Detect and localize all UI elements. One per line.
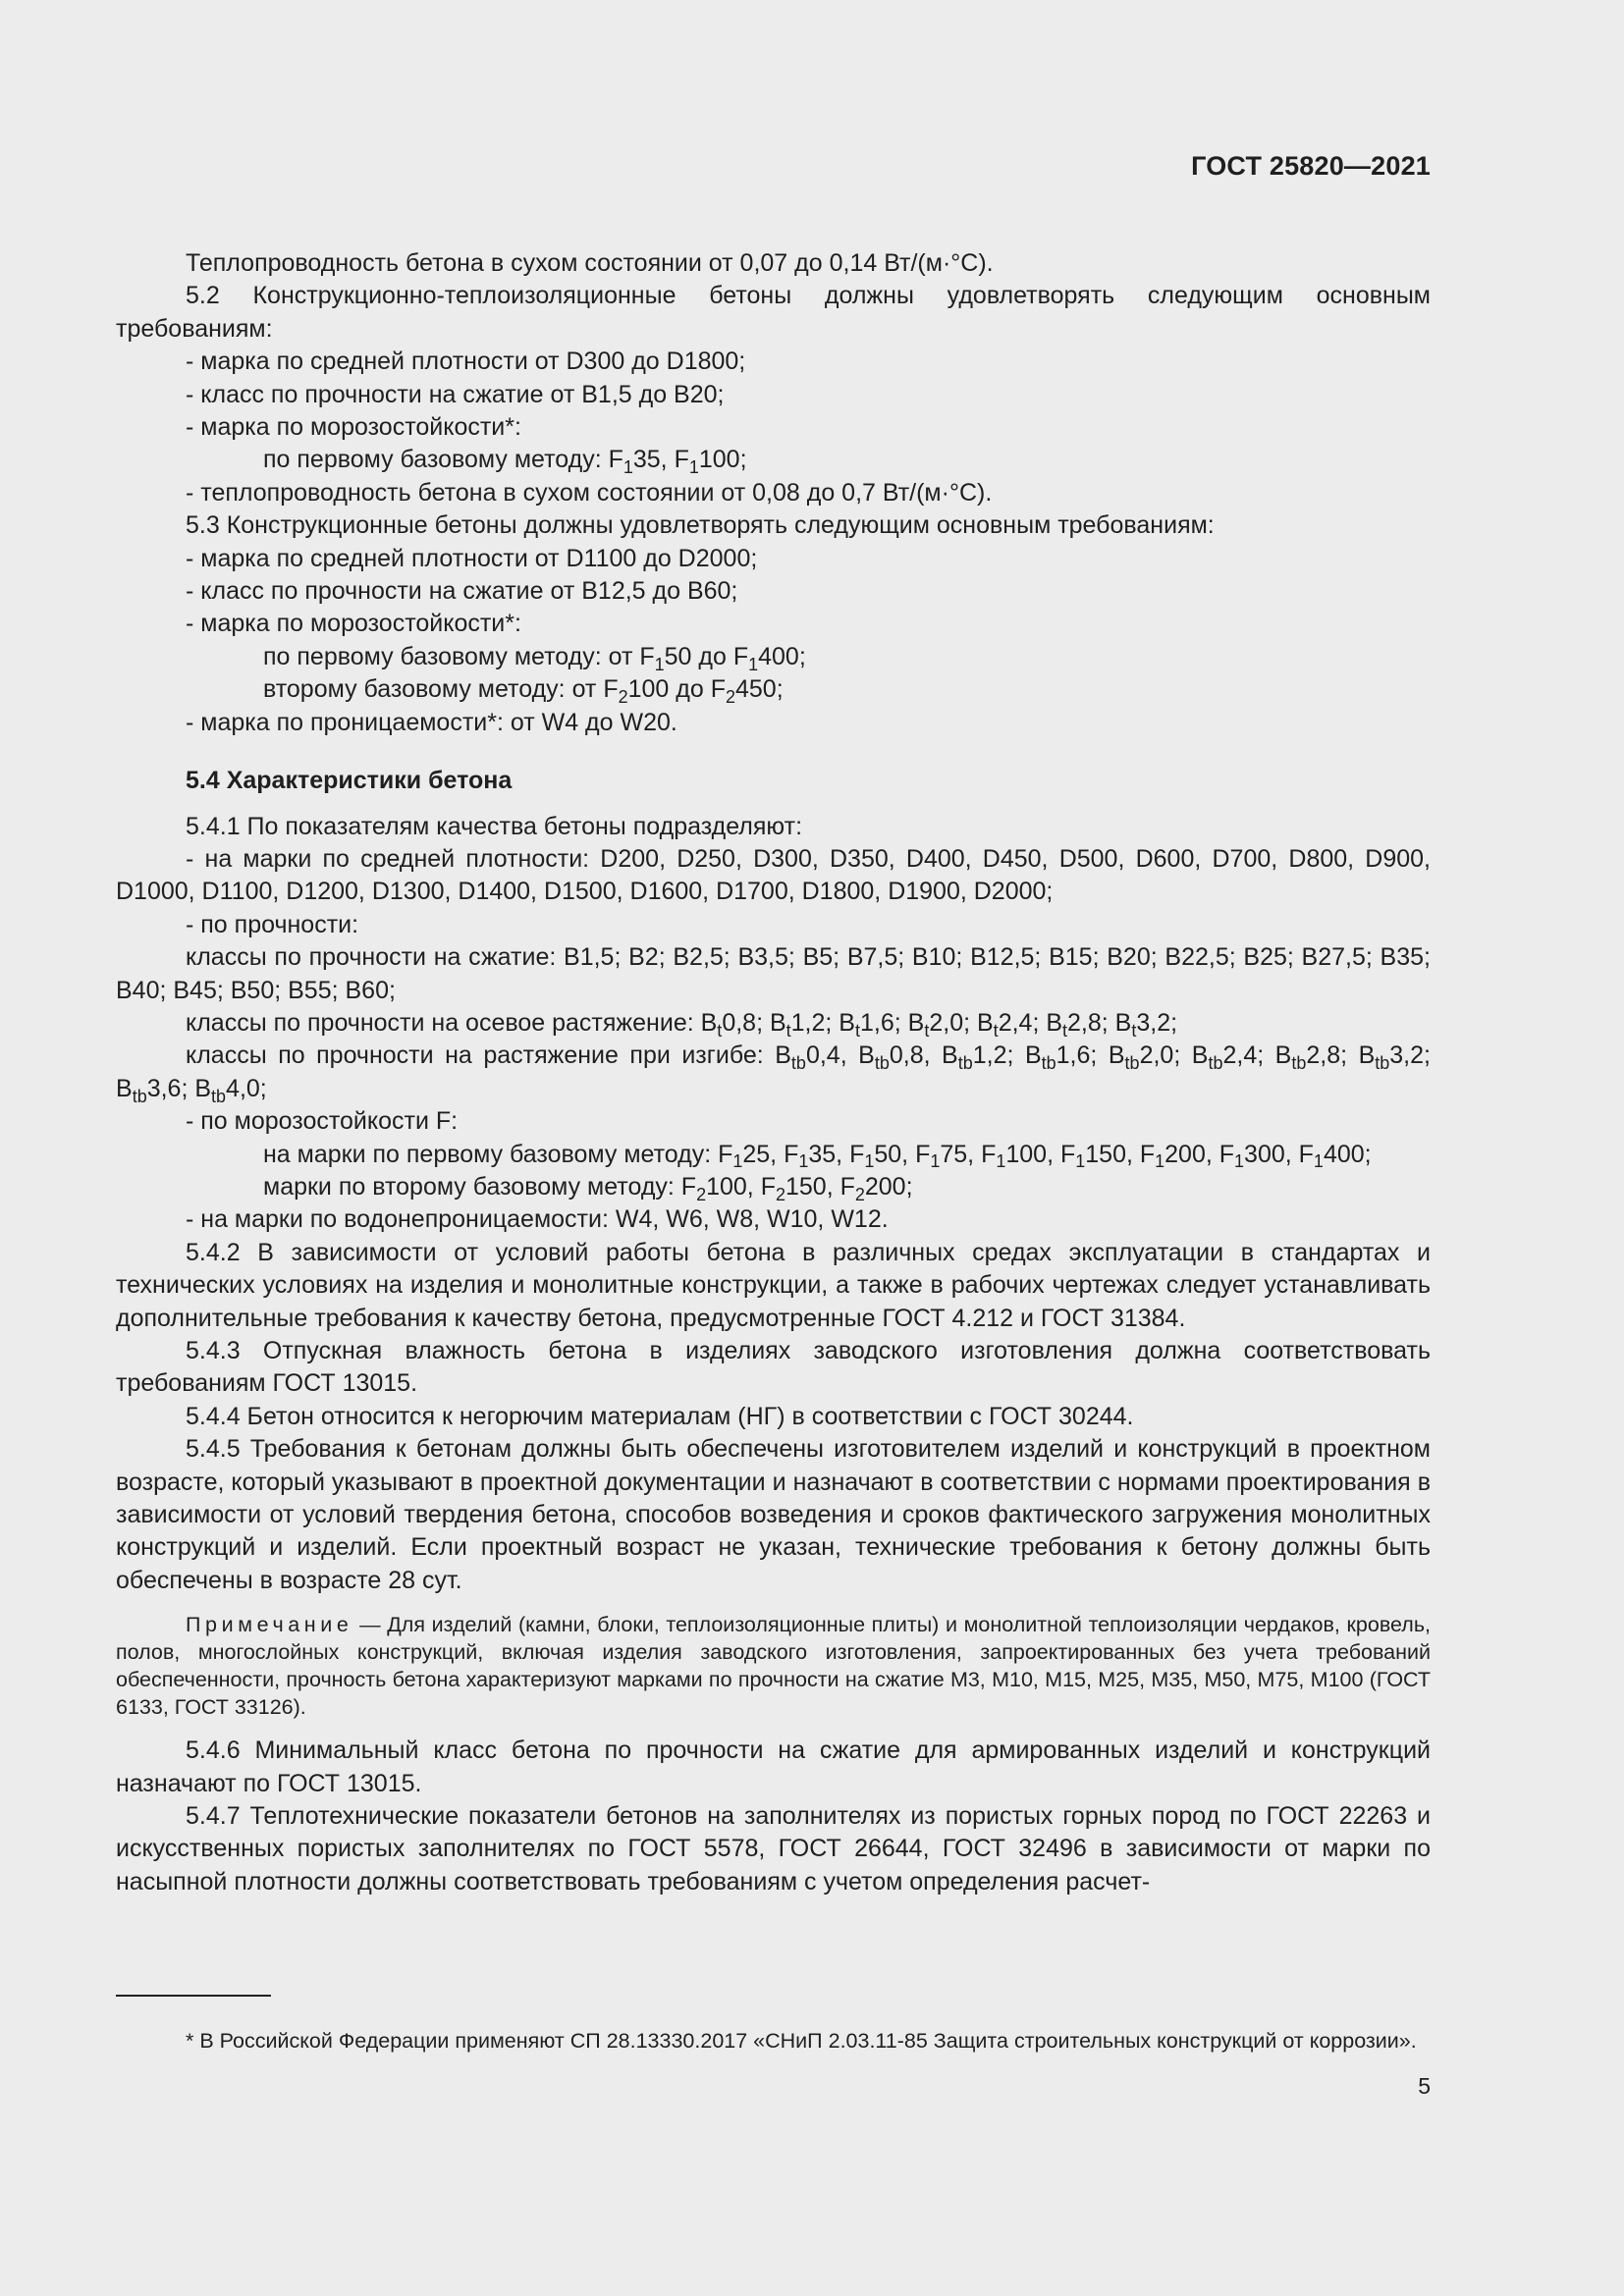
- list-item: - марка по средней плотности от D1100 до D2000;: [186, 544, 758, 572]
- list-item-density-grades: - на марки по средней плотности: D200, D250, D300, D350, D400, D450, D500, D600, D700, D800, D900, D1000, D1100, D1200, D1300, D1400, D1500, D1600, D1700, D1800, D1900, D2000;: [116, 844, 1431, 906]
- page-number: 5: [1418, 2073, 1431, 2099]
- subscript-index: 1: [798, 1151, 809, 1172]
- sub-list-item: по первому базовому методу: $F_135$, $F_1100$;: [263, 446, 747, 478]
- subscript-index: tb: [211, 1086, 227, 1106]
- clause-5-4-2: 5.4.2 В зависимости от условий работы бетона в различных средах эксплуатации в стандартах и технических условиях на изделия и монолитные конструкции, а также в рабочих чертежах следует устанавливать дополнительные требования к качеству бетона, предусмотренные ГОСТ 4.212 и ГОСТ 31384.: [116, 1238, 1431, 1332]
- section-heading-5-4: 5.4 Характеристики бетона: [186, 767, 513, 795]
- subscript-index: tb: [1375, 1053, 1390, 1074]
- sub-list-item-frost-method-1: на марки по первому базовому методу: $F_125$, $F_135$, $F_150$, $F_175$, $F_1100$, $F_1150$, $F_1200$, $F_1300$, $F_1400$;: [263, 1140, 1372, 1172]
- list-item: - по прочности:: [186, 910, 359, 938]
- subscript-index: 1: [688, 457, 699, 478]
- subscript-index: t: [854, 1020, 860, 1041]
- subscript-index: tb: [132, 1086, 147, 1106]
- clause-5-3: 5.3 Конструкционные бетоны должны удовлетворять следующим основным требованиям:: [186, 511, 1215, 540]
- clause-5-4-4: 5.4.4 Бетон относится к негорючим материалам (НГ) в соответствии с ГОСТ 30244.: [186, 1402, 1134, 1430]
- subscript-index: tb: [957, 1053, 973, 1074]
- subscript-index: t: [785, 1020, 791, 1041]
- clause-5-4-5: 5.4.5 Требования к бетонам должны быть обеспечены изготовителем изделий и конструкций в проектном возрасте, который указывают в проектной документации и назначают в соответствии с нормами проектирования в зависимости от условий твердения бетона, способов возведения и сроков фактического загружения монолитных конструкций и изделий. Если проектный возраст не указан, технические требования к бетону должны быть обеспечены в возрасте 28 сут.: [116, 1435, 1431, 1594]
- list-item-axial-tension-classes: классы по прочности на осевое растяжение: $B_t0,8$; $B_t1,2$; $B_t1,6$; $B_t2,0$; $B_t2,4$; $B_t2,8$; $B_t3,2$;: [186, 1008, 1178, 1041]
- subscript-index: 1: [654, 654, 665, 674]
- footnote: * В Российской Федерации применяют СП 28.13330.2017 «СНиП 2.03.11-85 Защита строительных конструкций от коррозии».: [186, 2028, 1417, 2053]
- clause-5-4-6: 5.4.6 Минимальный класс бетона по прочности на сжатие для армированных изделий и конструкций назначают по ГОСТ 13015.: [116, 1736, 1431, 1797]
- sub-list-item: по первому базовому методу: от $F_150$ до $F_1400$;: [263, 642, 806, 674]
- subscript-index: tb: [1041, 1053, 1056, 1074]
- list-item: - марка по морозостойкости*:: [186, 413, 521, 442]
- subscript-index: t: [924, 1020, 930, 1041]
- clause-5-4-3: 5.4.3 Отпускная влажность бетона в изделиях заводского изготовления должна соответствовать требованиям ГОСТ 13015.: [116, 1337, 1431, 1398]
- subscript-index: t: [1062, 1020, 1068, 1041]
- subscript-index: 2: [854, 1184, 865, 1204]
- list-item: - марка по проницаемости*: от W4 до W20.: [186, 708, 677, 736]
- standard-header: ГОСТ 25820—2021: [1191, 151, 1431, 181]
- clause-5-4-1: 5.4.1 По показателям качества бетоны подразделяют:: [186, 812, 803, 840]
- document-body: [116, 247, 1431, 1898]
- subscript-index: 1: [1155, 1151, 1165, 1172]
- list-item: - теплопроводность бетона в сухом состоянии от 0,08 до 0,7 Вт/(м·°С).: [186, 478, 993, 507]
- subscript-index: tb: [1208, 1053, 1223, 1074]
- subscript-index: t: [993, 1020, 999, 1041]
- sub-list-item-frost-method-2: марки по второму базовому методу: $F_2100$, $F_2150$, $F_2200$;: [263, 1172, 913, 1204]
- subscript-index: t: [717, 1020, 723, 1041]
- list-item-compression-classes: классы по прочности на сжатие: В1,5; В2; В2,5; В3,5; В5; В7,5; В10; В12,5; В15; В20; В22,5; В25; В27,5; В35; В40; В45; В50; В55; В60;: [116, 943, 1431, 1004]
- note-text: — Для изделий (камни, блоки, теплоизоляционные плиты) и монолитной теплоизоляции чердаков, кровель, полов, многослойных конструкций, включая изделия заводского изготовления, запроектированных без учета требований обеспеченности, прочность бетона характеризуют марками по прочности на сжатие М3, М10, М15, М25, М35, М50, М75, М100 (ГОСТ 6133, ГОСТ 33126).: [116, 1613, 1431, 1720]
- subscript-index: 2: [725, 687, 735, 708]
- list-item: - класс по прочности на сжатие от В1,5 до В20;: [186, 380, 725, 408]
- list-item: - по морозостойкости F:: [186, 1107, 459, 1136]
- note: [116, 1611, 1431, 1721]
- subscript-index: 1: [930, 1151, 941, 1172]
- clause-5-4-7: 5.4.7 Теплотехнические показатели бетонов на заполнителях из пористых горных пород по ГОСТ 22263 и искусственных пористых заполнителях по ГОСТ 5578, ГОСТ 26644, ГОСТ 32496 в зависимости от марки по насыпной плотности должны соответствовать требованиям с учетом определения расчет-: [116, 1802, 1431, 1896]
- subscript-index: 1: [1234, 1151, 1245, 1172]
- subscript-index: 1: [1313, 1151, 1324, 1172]
- subscript-index: 1: [864, 1151, 875, 1172]
- paragraph-thermal-conductivity: Теплопроводность бетона в сухом состоянии от 0,07 до 0,14 Вт/(м·°С).: [186, 249, 994, 277]
- subscript-index: 2: [775, 1184, 785, 1204]
- subscript-index: 1: [748, 654, 759, 674]
- list-item: - на марки по водонепроницаемости: W4, W6, W8, W10, W12.: [186, 1205, 889, 1234]
- clause-5-2: 5.2 Конструкционно-теплоизоляционные бетоны должны удовлетворять следующим основным требованиям:: [116, 282, 1431, 343]
- note-label: Примечание: [186, 1613, 353, 1637]
- subscript-index: tb: [874, 1053, 890, 1074]
- list-item: - марка по средней плотности от D300 до D1800;: [186, 347, 746, 376]
- list-item: - класс по прочности на сжатие от В12,5 до В60;: [186, 577, 738, 606]
- subscript-index: 1: [623, 457, 633, 478]
- subscript-index: 1: [1075, 1151, 1086, 1172]
- subscript-index: 1: [996, 1151, 1006, 1172]
- subscript-index: tb: [790, 1053, 806, 1074]
- subscript-index: tb: [1124, 1053, 1140, 1074]
- subscript-index: 2: [696, 1184, 707, 1204]
- list-item-bending-tension-classes: классы по прочности на растяжение при изгибе: $B_{tb}0,4$, $B_{tb}0,8$, $B_{tb}1,2$; $B_{tb}1,6$; $B_{tb}2,0$; $B_{tb}2,4$; $B_{tb}2,8$; $B_{tb}3,2$; $B_{tb}3,6$; $B_{tb}4,0$;: [116, 1041, 1431, 1106]
- sub-list-item: второму базовому методу: от $F_2100$ до $F_2450$;: [263, 675, 784, 708]
- subscript-index: tb: [1291, 1053, 1307, 1074]
- footnote-rule: [116, 1995, 271, 1997]
- list-item: - марка по морозостойкости*:: [186, 610, 521, 638]
- subscript-index: 1: [732, 1151, 743, 1172]
- subscript-index: 2: [618, 687, 628, 708]
- subscript-index: t: [1131, 1020, 1137, 1041]
